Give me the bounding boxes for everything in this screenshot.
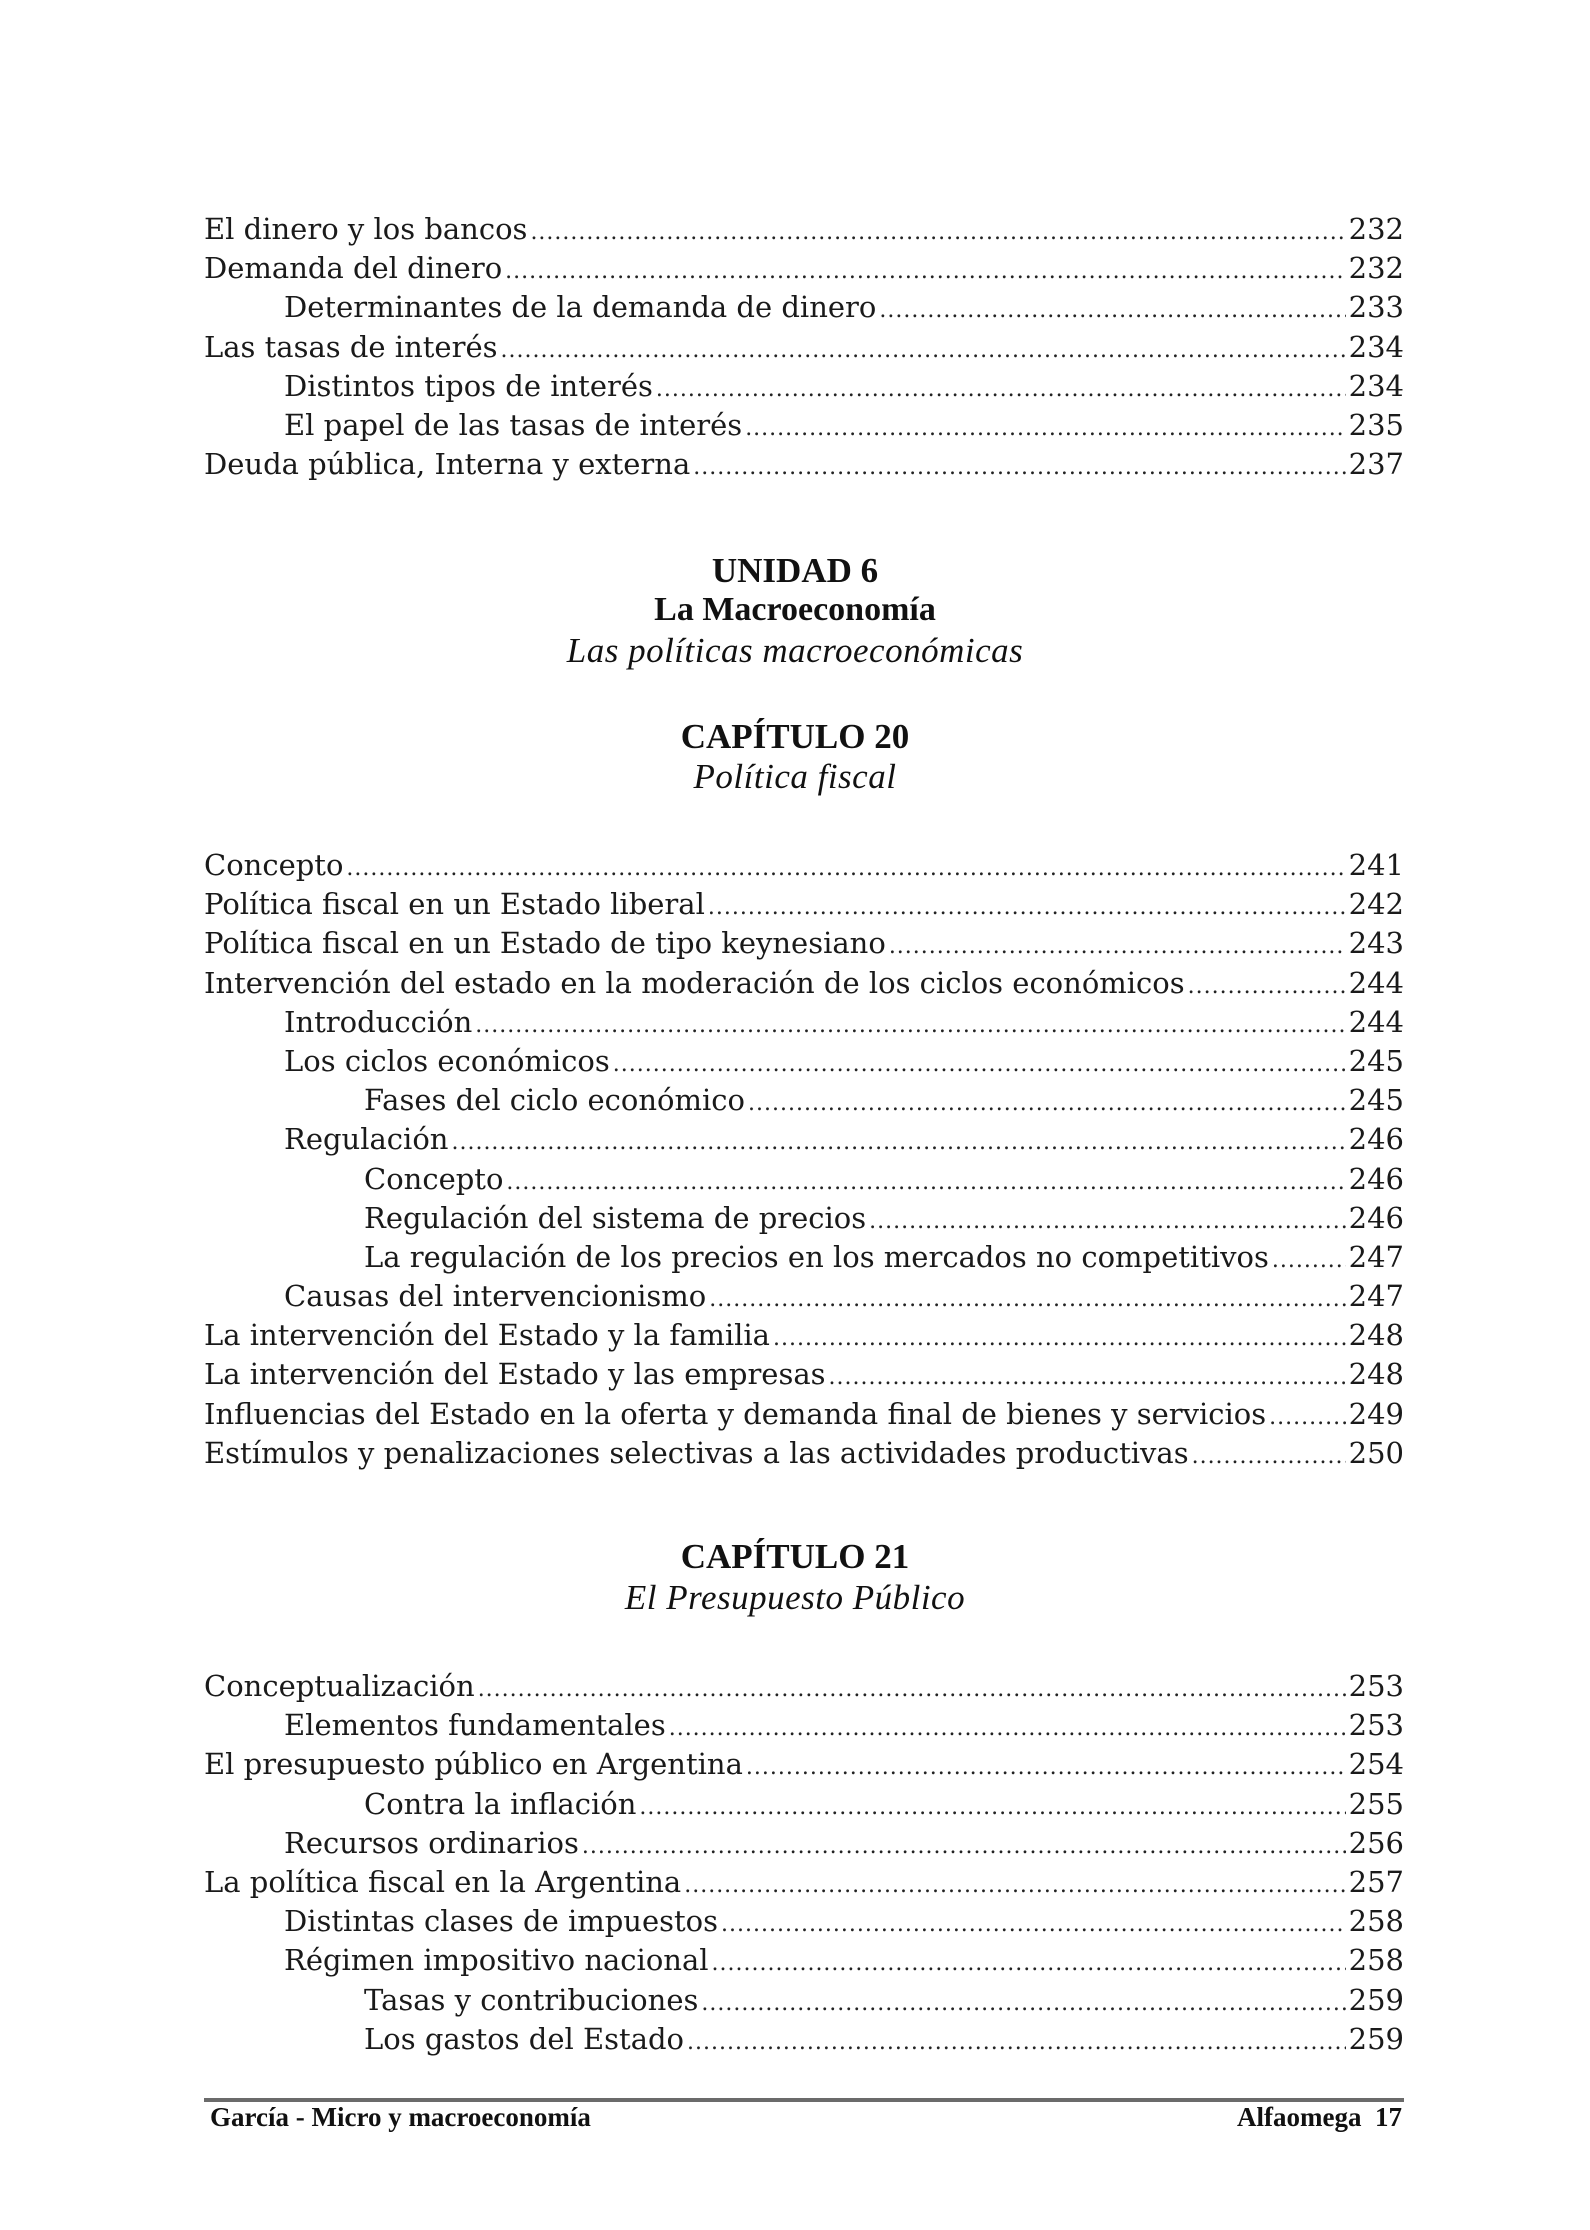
toc-dot-leader bbox=[582, 1827, 1346, 1866]
toc-entry-page: 246 bbox=[1348, 1200, 1404, 1235]
toc-dot-leader bbox=[451, 1123, 1345, 1162]
toc-dot-leader bbox=[669, 1709, 1346, 1748]
toc-entry-title: Regulación del sistema de precios bbox=[364, 1200, 867, 1235]
toc-entry-title: Deuda pública, Interna y externa bbox=[204, 447, 691, 482]
toc-entry-page: 249 bbox=[1348, 1396, 1404, 1431]
toc-entry-page: 259 bbox=[1348, 2021, 1404, 2056]
toc-entry-page: 246 bbox=[1348, 1122, 1404, 1157]
toc-dot-leader bbox=[712, 1944, 1346, 1983]
toc-entry bbox=[204, 1745, 1404, 1784]
toc-entry-page: 235 bbox=[1348, 407, 1404, 442]
toc-entry bbox=[204, 964, 1404, 1003]
toc-dot-leader bbox=[656, 370, 1346, 409]
toc-dot-leader bbox=[613, 1045, 1346, 1084]
toc-dot-leader bbox=[773, 1319, 1346, 1358]
toc-entry bbox=[204, 1042, 1404, 1081]
toc-entry-title: La regulación de los precios en los mercados no competitivos bbox=[364, 1239, 1269, 1274]
toc-entry-title: Distintas clases de impuestos bbox=[284, 1904, 719, 1939]
toc-entry bbox=[204, 1003, 1404, 1042]
toc-entry-title: Distintos tipos de interés bbox=[284, 368, 653, 403]
toc-entry-page: 242 bbox=[1348, 887, 1404, 922]
toc-entry-title: Elementos fundamentales bbox=[284, 1708, 666, 1743]
toc-entry bbox=[204, 924, 1404, 963]
toc-entry bbox=[204, 1120, 1404, 1159]
toc-entry bbox=[204, 367, 1404, 406]
toc-dot-leader bbox=[829, 1358, 1346, 1397]
toc-dot-leader bbox=[684, 1866, 1345, 1905]
toc-entry bbox=[204, 1277, 1404, 1316]
toc-dot-leader bbox=[708, 888, 1346, 927]
toc-entry-title: Las tasas de interés bbox=[204, 329, 498, 364]
toc-entry-title: El dinero y los bancos bbox=[204, 212, 528, 246]
toc-dot-leader bbox=[701, 1984, 1345, 2023]
toc-entry-page: 257 bbox=[1348, 1864, 1404, 1899]
toc-entry-title: El presupuesto público en Argentina bbox=[204, 1747, 743, 1782]
toc-entry-title: Régimen impositivo nacional bbox=[284, 1943, 709, 1978]
footer-page-number: 17 bbox=[1375, 2102, 1402, 2132]
toc-dot-leader bbox=[639, 1788, 1345, 1827]
toc-entry-title: El papel de las tasas de interés bbox=[284, 407, 743, 442]
toc-entry-title: Política fiscal en un Estado liberal bbox=[204, 887, 705, 922]
toc-entry bbox=[204, 288, 1404, 327]
toc-entry-page: 241 bbox=[1348, 848, 1404, 882]
toc-entry-page: 258 bbox=[1348, 1904, 1404, 1939]
toc-entry-title: Fases del ciclo económico bbox=[364, 1083, 745, 1118]
unit-label: UNIDAD 6 bbox=[711, 551, 879, 590]
toc-entry-page: 254 bbox=[1348, 1747, 1404, 1782]
toc-entry bbox=[204, 1902, 1404, 1941]
toc-entry-page: 234 bbox=[1348, 368, 1404, 403]
toc-entry bbox=[204, 1355, 1404, 1394]
toc-entry-page: 233 bbox=[1348, 290, 1404, 325]
footer-book-title: García - Micro y macroeconomía bbox=[210, 2102, 591, 2132]
toc-dot-leader bbox=[500, 331, 1345, 370]
toc-entry-title: Introducción bbox=[284, 1004, 473, 1039]
toc-entry bbox=[204, 1238, 1404, 1277]
unit-title: La Macroeconomía bbox=[654, 591, 936, 628]
toc-entry-title: Demanda del dinero bbox=[204, 251, 503, 286]
toc-entry-page: 234 bbox=[1348, 329, 1404, 364]
toc-entry-page: 246 bbox=[1348, 1161, 1404, 1196]
toc-dot-leader bbox=[478, 1670, 1346, 1709]
toc-entry bbox=[204, 2020, 1404, 2059]
toc-entry bbox=[204, 1863, 1404, 1902]
chapter-20-title: Política fiscal bbox=[693, 757, 897, 796]
toc-entry bbox=[204, 406, 1404, 445]
toc-dot-leader bbox=[1269, 1398, 1345, 1437]
toc-dot-leader bbox=[709, 1280, 1345, 1319]
toc-list-chapter-20 bbox=[204, 846, 1404, 1473]
toc-dot-leader bbox=[748, 1084, 1346, 1123]
toc-entry-page: 237 bbox=[1348, 447, 1404, 482]
toc-entry-page: 253 bbox=[1348, 1708, 1404, 1743]
footer-publisher bbox=[1237, 2102, 1402, 2133]
toc-entry-page: 250 bbox=[1348, 1435, 1404, 1470]
toc-dot-leader bbox=[530, 213, 1345, 252]
toc-dot-leader bbox=[475, 1006, 1345, 1045]
toc-entry bbox=[204, 328, 1404, 367]
toc-entry bbox=[204, 1160, 1404, 1199]
toc-entry-title: La política fiscal en la Argentina bbox=[204, 1864, 682, 1899]
toc-entry bbox=[204, 1981, 1404, 2020]
toc-entry bbox=[204, 1395, 1404, 1434]
toc-entry bbox=[204, 1706, 1404, 1745]
toc-entry-title: Influencias del Estado en la oferta y demanda final de bienes y servicios bbox=[204, 1396, 1267, 1431]
toc-dot-leader bbox=[1192, 1437, 1346, 1476]
chapter-21-title: El Presupuesto Público bbox=[624, 1578, 966, 1617]
toc-entry-title: Regulación bbox=[284, 1122, 449, 1157]
toc-entry-page: 247 bbox=[1348, 1239, 1404, 1274]
toc-entry-title: Tasas y contribuciones bbox=[364, 1982, 699, 2017]
toc-entry-page: 244 bbox=[1348, 965, 1404, 1000]
toc-entry bbox=[204, 445, 1404, 484]
toc-entry bbox=[204, 1941, 1404, 1980]
toc-dot-leader bbox=[1188, 967, 1346, 1006]
toc-dot-leader bbox=[1272, 1241, 1346, 1280]
toc-dot-leader bbox=[693, 448, 1345, 487]
footer-publisher-name: Alfaomega bbox=[1237, 2102, 1362, 2132]
toc-entry-page: 247 bbox=[1348, 1279, 1404, 1314]
toc-entry-title: La intervención del Estado y las empresas bbox=[204, 1357, 826, 1392]
toc-entry bbox=[204, 1199, 1404, 1238]
toc-entry-page: 245 bbox=[1348, 1043, 1404, 1078]
toc-entry-page: 248 bbox=[1348, 1357, 1404, 1392]
toc-dot-leader bbox=[346, 849, 1345, 888]
toc-entry bbox=[204, 249, 1404, 288]
toc-entry-title: Contra la inflación bbox=[364, 1786, 637, 1821]
toc-entry-page: 244 bbox=[1348, 1004, 1404, 1039]
toc-entry-title: Estímulos y penalizaciones selectivas a las actividades productivas bbox=[204, 1435, 1189, 1470]
toc-dot-leader bbox=[745, 409, 1345, 448]
toc-dot-leader bbox=[687, 2023, 1346, 2062]
toc-dot-leader bbox=[721, 1905, 1346, 1944]
toc-entry bbox=[204, 1824, 1404, 1863]
toc-entry-title: Causas del intervencionismo bbox=[284, 1279, 707, 1314]
toc-entry bbox=[204, 1667, 1404, 1706]
toc-entry-page: 232 bbox=[1348, 212, 1404, 246]
toc-entry-title: Política fiscal en un Estado de tipo keynesiano bbox=[204, 926, 886, 961]
toc-entry bbox=[204, 846, 1404, 885]
toc-entry-title: Conceptualización bbox=[204, 1669, 475, 1703]
chapter-21-label: CAPÍTULO 21 bbox=[680, 1537, 910, 1576]
toc-dot-leader bbox=[869, 1202, 1345, 1241]
toc-entry-page: 253 bbox=[1348, 1669, 1404, 1703]
toc-entry-page: 255 bbox=[1348, 1786, 1404, 1821]
toc-entry bbox=[204, 1434, 1404, 1473]
toc-entry bbox=[204, 1316, 1404, 1355]
toc-dot-leader bbox=[879, 291, 1345, 330]
toc-entry-page: 243 bbox=[1348, 926, 1404, 961]
toc-entry-title: Los ciclos económicos bbox=[284, 1043, 610, 1078]
toc-entry-title: Concepto bbox=[204, 848, 344, 882]
toc-list-top bbox=[204, 210, 1404, 484]
toc-entry-page: 259 bbox=[1348, 1982, 1404, 2017]
toc-dot-leader bbox=[505, 252, 1345, 291]
toc-entry bbox=[204, 210, 1404, 249]
toc-entry bbox=[204, 1081, 1404, 1120]
toc-list-chapter-21 bbox=[204, 1667, 1404, 2059]
toc-entry-page: 258 bbox=[1348, 1943, 1404, 1978]
toc-entry-title: Los gastos del Estado bbox=[364, 2021, 685, 2056]
unit-subtitle: Las políticas macroeconómicas bbox=[566, 631, 1024, 670]
toc-entry-page: 232 bbox=[1348, 251, 1404, 286]
toc-entry-page: 256 bbox=[1348, 1825, 1404, 1860]
chapter-20-label: CAPÍTULO 20 bbox=[680, 717, 910, 756]
toc-entry-title: Intervención del estado en la moderación de los ciclos económicos bbox=[204, 965, 1185, 1000]
toc-entry-page: 248 bbox=[1348, 1318, 1404, 1353]
toc-entry-title: Determinantes de la demanda de dinero bbox=[284, 290, 877, 325]
toc-entry-page: 245 bbox=[1348, 1083, 1404, 1118]
toc-entry-title: Concepto bbox=[364, 1161, 504, 1196]
toc-entry bbox=[204, 1785, 1404, 1824]
toc-entry-title: La intervención del Estado y la familia bbox=[204, 1318, 770, 1353]
toc-dot-leader bbox=[889, 927, 1346, 966]
toc-dot-leader bbox=[746, 1748, 1346, 1787]
toc-entry bbox=[204, 885, 1404, 924]
toc-entry-title: Recursos ordinarios bbox=[284, 1825, 579, 1860]
toc-dot-leader bbox=[506, 1163, 1345, 1202]
